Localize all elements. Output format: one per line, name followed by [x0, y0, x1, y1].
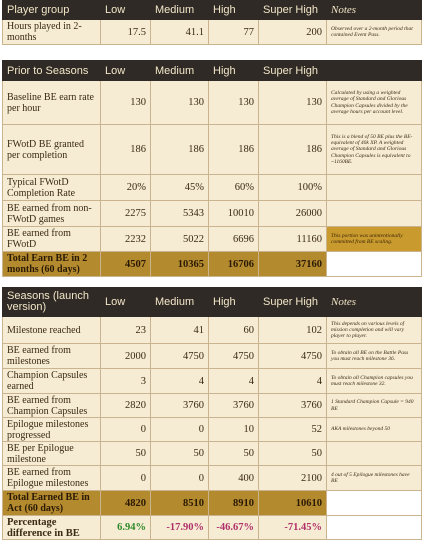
cell-value: 52 [259, 418, 327, 442]
row-label: Milestone reached [3, 317, 101, 344]
col-notes: Notes [327, 1, 422, 20]
row-note: 1 Standard Champion Capsule = 940 BE [327, 394, 422, 418]
col-high: High [209, 1, 259, 20]
cell-value: 10 [209, 418, 259, 442]
cell-value: 77 [209, 20, 259, 45]
total-value: 16706 [209, 252, 259, 277]
cell-value: 186 [209, 125, 259, 175]
cell-value: 4750 [259, 344, 327, 369]
col-low: Low [101, 288, 151, 317]
cell-value: 26000 [259, 201, 327, 227]
cell-value: 2100 [259, 466, 327, 491]
row-label: Epilogue milestones progressed [3, 418, 101, 442]
cell-value: 60% [209, 175, 259, 201]
cell-value: 2820 [101, 394, 151, 418]
cell-value: 11160 [259, 227, 327, 252]
col-medium: Medium [151, 61, 209, 81]
row-note: Calculated by using a weighted average of Standard and Glorious Champion Capsules divided by the average hours per account level. [327, 81, 422, 125]
total-label: Total Earned BE in Act (60 days) [3, 491, 101, 516]
header-row [3, 288, 422, 317]
cell-value: 186 [151, 125, 209, 175]
cell-value: 4 [259, 369, 327, 394]
total-value: 10365 [151, 252, 209, 277]
row-note: This is a blend of 50 BE plus the BE-equivalent of 40k XP. A weighted average of Standard and Glorious Champion Capsules is equivalent to ~1160BE. [327, 125, 422, 175]
cell-value: 0 [151, 466, 209, 491]
row-label: BE earned from milestones [3, 344, 101, 369]
header-row [3, 61, 422, 81]
cell-value: 45% [151, 175, 209, 201]
prior-to-seasons-table [2, 60, 422, 277]
cell-value: 3760 [151, 394, 209, 418]
row-label: FWotD BE granted per completion [3, 125, 101, 175]
col-high: High [209, 288, 259, 317]
cell-value: 3 [101, 369, 151, 394]
cell-value: 130 [209, 81, 259, 125]
cell-value: 3760 [259, 394, 327, 418]
cell-value: 4 [151, 369, 209, 394]
table-row [3, 466, 422, 491]
row-label: BE per Epilogue milestone [3, 442, 101, 466]
percentage-value-negative: -71.45% [259, 516, 327, 540]
cell-value: 0 [101, 418, 151, 442]
total-note-empty [327, 252, 422, 277]
table-row [3, 227, 422, 252]
row-note: Observed over a 2-month period that contained Event Pass. [327, 20, 422, 45]
cell-value: 50 [259, 442, 327, 466]
cell-value: 400 [209, 466, 259, 491]
total-value: 4820 [101, 491, 151, 516]
cell-value: 3760 [209, 394, 259, 418]
cell-value: 10010 [209, 201, 259, 227]
row-label: BE earned from non-FWotD games [3, 201, 101, 227]
row-label: Champion Capsules earned [3, 369, 101, 394]
col-notes-empty [327, 61, 422, 81]
cell-value: 200 [259, 20, 327, 45]
total-value: 4507 [101, 252, 151, 277]
cell-value: 2232 [101, 227, 151, 252]
cell-value: 2275 [101, 201, 151, 227]
cell-value: 4 [209, 369, 259, 394]
total-note-empty [327, 491, 422, 516]
row-note-highlighted: This portion was unintentionally committed from BE scaling. [327, 227, 422, 252]
cell-value: 130 [151, 81, 209, 125]
col-medium: Medium [151, 288, 209, 317]
cell-value: 0 [151, 418, 209, 442]
table-row [3, 442, 422, 466]
total-value: 37160 [259, 252, 327, 277]
row-label: BE earned from FWotD [3, 227, 101, 252]
percentage-value-negative: -17.90% [151, 516, 209, 540]
percentage-note-empty [327, 516, 422, 540]
row-label: Typical FWotD Completion Rate [3, 175, 101, 201]
total-value: 8510 [151, 491, 209, 516]
player-group-table [2, 0, 422, 45]
cell-value: 100% [259, 175, 327, 201]
cell-value: 0 [101, 466, 151, 491]
table-row [3, 81, 422, 125]
table-row [3, 317, 422, 344]
cell-value: 41.1 [151, 20, 209, 45]
row-label: Hours played in 2-months [3, 20, 101, 45]
table-row [3, 20, 422, 45]
cell-value: 4750 [209, 344, 259, 369]
total-row [3, 491, 422, 516]
cell-value: 186 [259, 125, 327, 175]
table-row [3, 201, 422, 227]
table-title: Seasons (launch version) [3, 288, 101, 317]
col-notes: Notes [327, 288, 422, 317]
cell-value: 102 [259, 317, 327, 344]
table-row [3, 394, 422, 418]
col-low: Low [101, 61, 151, 81]
total-label: Total Earn BE in 2 months (60 days) [3, 252, 101, 277]
cell-value: 60 [209, 317, 259, 344]
col-medium: Medium [151, 1, 209, 20]
row-label: BE earned from Champion Capsules [3, 394, 101, 418]
table-row [3, 369, 422, 394]
cell-value: 23 [101, 317, 151, 344]
col-super-high: Super High [259, 1, 327, 20]
percentage-row [3, 516, 422, 540]
col-super-high: Super High [259, 288, 327, 317]
table-row [3, 175, 422, 201]
cell-value: 5343 [151, 201, 209, 227]
cell-value: 41 [151, 317, 209, 344]
cell-value: 20% [101, 175, 151, 201]
row-note [327, 442, 422, 466]
row-note: This depends on various levels of mission completion and will vary player to player. [327, 317, 422, 344]
row-note: AKA milestones beyond 50 [327, 418, 422, 442]
cell-value: 50 [151, 442, 209, 466]
cell-value: 17.5 [101, 20, 151, 45]
row-note [327, 201, 422, 227]
cell-value: 130 [259, 81, 327, 125]
col-super-high: Super High [259, 61, 327, 81]
col-low: Low [101, 1, 151, 20]
table-title: Prior to Seasons [3, 61, 101, 81]
row-label: Baseline BE earn rate per hour [3, 81, 101, 125]
cell-value: 50 [101, 442, 151, 466]
cell-value: 4750 [151, 344, 209, 369]
percentage-value-positive: 6.94% [101, 516, 151, 540]
cell-value: 50 [209, 442, 259, 466]
table-row [3, 125, 422, 175]
row-note: To obtain all BE on the Battle Pass you must reach milestone 36. [327, 344, 422, 369]
row-note: To obtain all Champion capsules you must reach milestone 32. [327, 369, 422, 394]
cell-value: 6696 [209, 227, 259, 252]
percentage-value-negative: -46.67% [209, 516, 259, 540]
row-label: BE earned from Epilogue milestones [3, 466, 101, 491]
header-row [3, 1, 422, 20]
cell-value: 2000 [101, 344, 151, 369]
row-note [327, 175, 422, 201]
cell-value: 186 [101, 125, 151, 175]
table-title: Player group [3, 1, 101, 20]
total-row [3, 252, 422, 277]
table-row [3, 418, 422, 442]
table-row [3, 344, 422, 369]
total-value: 10610 [259, 491, 327, 516]
col-high: High [209, 61, 259, 81]
seasons-table [2, 287, 422, 540]
row-note: 4 out of 5 Epilogue milestones have BE [327, 466, 422, 491]
total-value: 8910 [209, 491, 259, 516]
percentage-label: Percentage difference in BE [3, 516, 101, 540]
cell-value: 5022 [151, 227, 209, 252]
cell-value: 130 [101, 81, 151, 125]
